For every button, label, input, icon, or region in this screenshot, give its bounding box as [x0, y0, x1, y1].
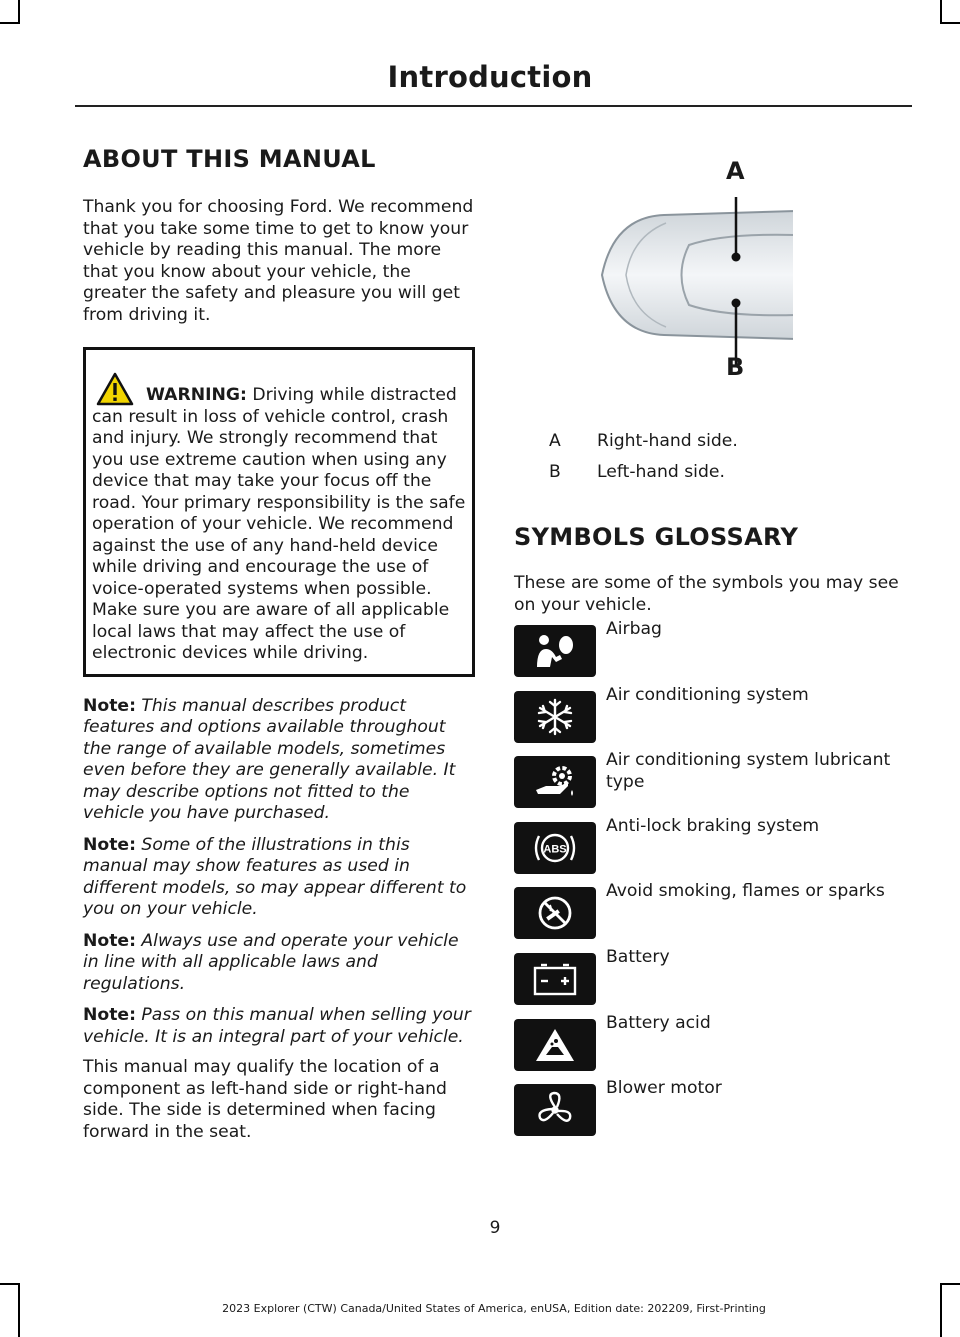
figure-label-a: A [726, 157, 745, 185]
legend-item [514, 462, 914, 484]
symbol-item [514, 619, 914, 691]
symbol-item [514, 684, 914, 757]
page-number: 9 [489, 1218, 501, 1238]
symbol-label: Air conditioning system lubricant type [606, 750, 891, 792]
symbol-item [514, 946, 914, 1019]
header-divider [75, 105, 912, 107]
figure-legend [514, 431, 914, 483]
battery-icon [514, 953, 596, 1005]
footer-edition: 2023 Explorer (CTW) Canada/United States of America, enUSA, Edition date: 202209, First-Printing [222, 1302, 766, 1315]
no-smoking-icon [514, 887, 596, 939]
symbols-intro: These are some of the symbols you may see on your vehicle. [514, 573, 899, 615]
legend-item [514, 431, 914, 453]
symbol-label: Anti-lock braking system [606, 815, 820, 836]
lubricant-icon [514, 756, 596, 808]
symbol-item [514, 1078, 914, 1150]
crop-mark [0, 22, 18, 24]
warning-label: WARNING: [146, 385, 247, 405]
symbol-item [514, 1012, 914, 1085]
airbag-icon [514, 625, 596, 677]
note [83, 1005, 475, 1048]
note-label: Note: [83, 1005, 136, 1025]
symbol-label: Battery acid [606, 1012, 711, 1033]
car-top-view-image [514, 145, 914, 405]
symbol-item [514, 750, 914, 822]
legend-key: B [549, 461, 561, 482]
note [83, 696, 475, 825]
crop-mark [0, 1283, 18, 1285]
crop-mark [942, 22, 960, 24]
car-illustration [514, 145, 914, 405]
symbol-label: Airbag [606, 619, 662, 639]
figure-label-b: B [726, 353, 745, 381]
symbol-item [514, 881, 914, 953]
notes [83, 696, 475, 1049]
left-column [83, 145, 475, 1143]
note [83, 931, 475, 996]
note [83, 835, 475, 921]
warning-box [83, 347, 475, 677]
legend-text: Left-hand side. [597, 461, 725, 482]
crop-mark [18, 0, 20, 24]
note-text: Some of the illustrations in this manual may show features as used in different models, so may appear different to you on your vehicle. [83, 834, 467, 919]
symbol-label: Blower motor [606, 1078, 722, 1099]
fan-icon [514, 1084, 596, 1136]
note-label: Note: [83, 695, 136, 716]
side-explanation: This manual may qualify the location of a component as left-hand side or right-hand side. The side is determined when facing forward in the seat. [83, 1057, 447, 1142]
crop-mark [942, 1283, 960, 1285]
legend-key: A [549, 431, 561, 451]
symbol-label: Battery [606, 946, 670, 967]
abs-icon-text: ABS [543, 843, 567, 856]
note-label: Note: [83, 930, 136, 951]
note-text: This manual describes product features and options available throughout the range of available models, sometimes even before they are generally available. It may describe options not fitted to the vehicle you have purchased. [83, 695, 456, 823]
about-heading: ABOUT THIS MANUAL [83, 145, 376, 173]
note-label: Note: [83, 834, 136, 855]
warning-triangle-icon [96, 372, 134, 406]
symbol-label: Avoid smoking, flames or sparks [606, 881, 885, 902]
right-column [514, 145, 914, 1150]
crop-mark [940, 0, 942, 24]
about-intro: Thank you for choosing Ford. We recommend that you take some time to get to know your vehicle by reading this manual. The more that you know about your vehicle, the greater the safety and pleasure you will get from driving it. [83, 197, 474, 325]
note-text: Always use and operate your vehicle in line with all applicable laws and regulations. [83, 930, 459, 994]
warning-text: Driving while distracted can result in loss of vehicle control, crash and injury. We strongly recommend that you use extreme caution when using any device that may take your focus off the road. Your primary responsibility is the safe operation of your vehicle. We recommend against the use of any hand-held device while driving and encourage the use of voice-operated systems when possible. Make sure you are aware of all applicable local laws that may affect the use of electronic devices while driving. [92, 385, 466, 663]
symbol-label: Air conditioning system [606, 684, 809, 705]
snowflake-icon [514, 691, 596, 743]
battery-acid-icon [514, 1019, 596, 1071]
legend-text: Right-hand side. [597, 431, 738, 451]
page-title: Introduction [387, 60, 593, 94]
note-text: Pass on this manual when selling your vehicle. It is an integral part of your vehicle. [83, 1005, 471, 1047]
symbol-item [514, 815, 914, 888]
symbols-list [514, 619, 914, 1150]
symbols-heading: SYMBOLS GLOSSARY [514, 523, 799, 551]
abs-icon [514, 822, 596, 874]
